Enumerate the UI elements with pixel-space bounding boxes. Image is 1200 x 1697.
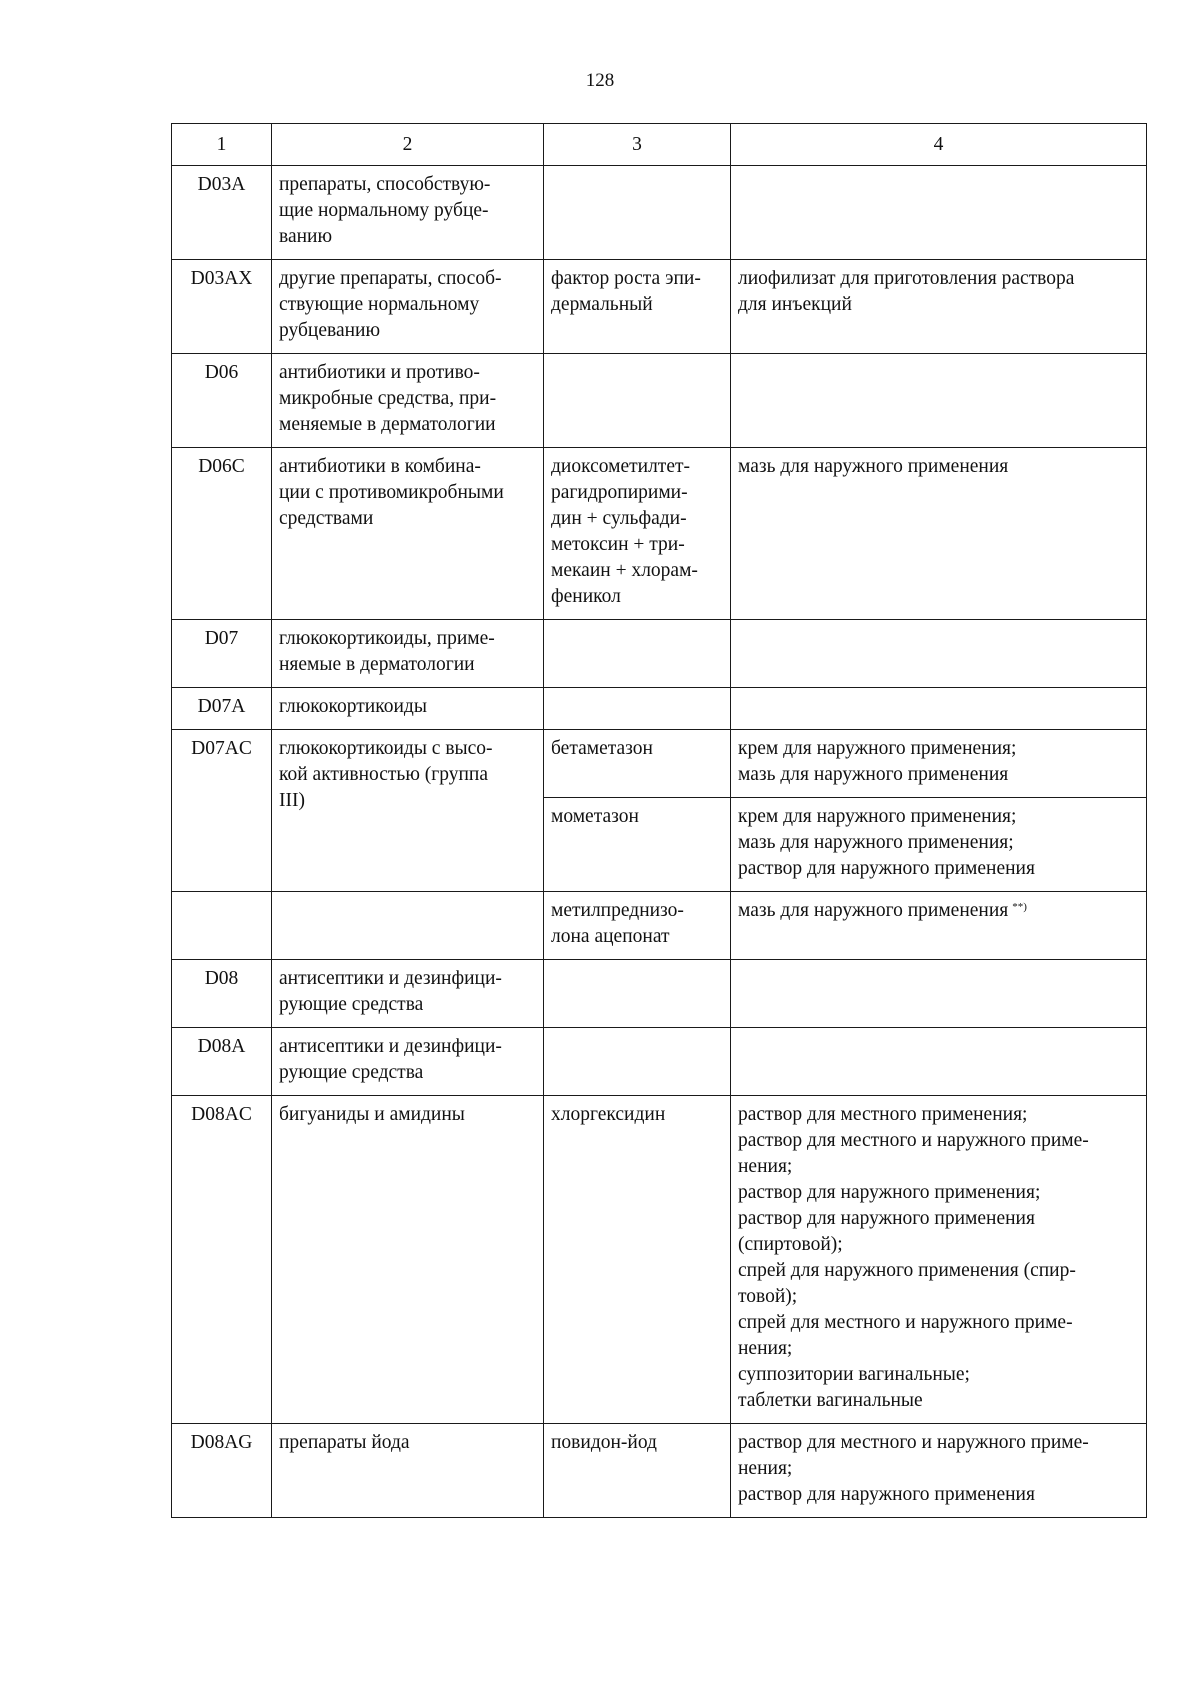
group-name-cell-line: няемые в дерматологии [279,654,475,675]
group-name-cell-line: препараты, способствую- [279,174,491,195]
dosage-forms-cell-line: спрей для местного и наружного приме- [738,1312,1073,1333]
table-row [172,166,1147,260]
drug-table [171,123,1147,1518]
atc-code-cell: D06C [172,448,272,620]
substance-cell-line: мекаин + хлорам- [551,560,698,581]
table-row [172,448,1147,620]
group-name-cell-line: бигуаниды и амидины [279,1104,465,1125]
substance-cell [544,448,731,620]
dosage-forms-cell-line: суппозитории вагинальные; [738,1364,970,1385]
substance-cell [544,260,731,354]
group-name-cell-line: ванию [279,226,333,247]
dosage-forms-cell-line: крем для наружного применения; [738,738,1017,759]
atc-code-cell: D07A [172,688,272,730]
group-name-cell [272,960,544,1028]
dosage-forms-cell-line [738,898,1139,924]
atc-code-cell [172,892,272,960]
dosage-form-text: мазь для наружного применения [738,900,1009,921]
atc-code-cell: D03AX [172,260,272,354]
dosage-forms-cell [731,960,1147,1028]
dosage-forms-cell [731,260,1147,354]
group-name-cell-line: антисептики и дезинфици- [279,1036,502,1057]
table-row [172,960,1147,1028]
table-header-row [172,124,1147,166]
table-row [172,1096,1147,1424]
group-name-cell [272,260,544,354]
group-name-cell [272,448,544,620]
table-row [172,1424,1147,1518]
group-name-cell-line: другие препараты, способ- [279,268,502,289]
footnote-marker: **) [1012,901,1027,913]
dosage-forms-cell-line: товой); [738,1286,798,1307]
substance-cell-line: метоксин + три- [551,534,685,555]
atc-code-cell: D07AC [172,730,272,892]
group-name-cell [272,688,544,730]
group-name-cell-line: III) [279,790,305,811]
dosage-forms-cell-line: мазь для наружного применения; [738,832,1014,853]
table-row [172,892,1147,960]
substance-cell-line: дин + сульфади- [551,508,687,529]
dosage-forms-cell-line: раствор для наружного применения [738,1484,1035,1505]
substance-cell-line: повидон-йод [551,1432,657,1453]
dosage-forms-cell [731,1096,1147,1424]
substance-cell-line: метилпреднизо- [551,900,684,921]
dosage-forms-cell-line: мазь для наружного применения [738,456,1009,477]
group-name-cell [272,354,544,448]
dosage-forms-cell-line: раствор для местного и наружного приме- [738,1130,1089,1151]
substance-cell-line: мометазон [551,806,639,827]
group-name-cell-line: рующие средства [279,1062,424,1083]
group-name-cell [272,620,544,688]
atc-code-cell: D06 [172,354,272,448]
group-name-cell-line: рующие средства [279,994,424,1015]
group-name-cell [272,1096,544,1424]
substance-cell-line: феникол [551,586,621,607]
substance-cell [544,620,731,688]
dosage-forms-cell-line: таблетки вагинальные [738,1390,923,1411]
group-name-cell-line: меняемые в дерматологии [279,414,496,435]
atc-code-cell: D08AC [172,1096,272,1424]
table-row [172,354,1147,448]
table-row [172,620,1147,688]
atc-code-cell: D07 [172,620,272,688]
group-name-cell-line: глюкокортикоиды [279,696,427,717]
table-row [172,1028,1147,1096]
substance-cell [544,730,731,798]
dosage-forms-cell-line: нения; [738,1338,793,1359]
atc-code-cell: D08A [172,1028,272,1096]
header-cell-substance: 3 [544,124,731,166]
group-name-cell-line: глюкокортикоиды, приме- [279,628,495,649]
group-name-cell [272,166,544,260]
group-name-cell-line: антибиотики в комбина- [279,456,481,477]
dosage-forms-cell [731,620,1147,688]
group-name-cell [272,892,544,960]
dosage-forms-cell [731,1028,1147,1096]
dosage-forms-cell-line: (спиртовой); [738,1234,843,1255]
dosage-forms-cell [731,1424,1147,1518]
group-name-cell-line: рубцеванию [279,320,381,341]
page-number: 128 [585,70,615,91]
header-cell-forms: 4 [731,124,1147,166]
dosage-forms-cell [731,448,1147,620]
substance-cell [544,1424,731,1518]
substance-cell-line: фактор роста эпи- [551,268,701,289]
group-name-cell-line: средствами [279,508,374,529]
dosage-forms-cell-line: нения; [738,1458,793,1479]
dosage-forms-cell [731,892,1147,960]
dosage-forms-cell-line: крем для наружного применения; [738,806,1017,827]
group-name-cell-line: антисептики и дезинфици- [279,968,502,989]
atc-code-cell: D03A [172,166,272,260]
group-name-cell-line: препараты йода [279,1432,410,1453]
dosage-forms-cell-line: нения; [738,1156,793,1177]
substance-cell [544,798,731,892]
substance-cell [544,688,731,730]
substance-cell-line: диоксометилтет- [551,456,691,477]
dosage-forms-cell [731,166,1147,260]
dosage-forms-cell-line: спрей для наружного применения (спир- [738,1260,1076,1281]
dosage-forms-cell [731,730,1147,798]
dosage-forms-cell-line: мазь для наружного применения [738,764,1009,785]
substance-cell [544,1096,731,1424]
group-name-cell [272,730,544,892]
substance-cell-line: бетаметазон [551,738,653,759]
atc-code-cell: D08 [172,960,272,1028]
dosage-forms-cell-line: раствор для местного и наружного приме- [738,1432,1089,1453]
dosage-forms-cell-line: для инъекций [738,294,852,315]
group-name-cell-line: кой активностью (группа [279,764,489,785]
substance-cell [544,960,731,1028]
dosage-forms-cell [731,354,1147,448]
table-row [172,688,1147,730]
atc-code-cell: D08AG [172,1424,272,1518]
dosage-forms-cell [731,688,1147,730]
dosage-forms-cell-line: раствор для наружного применения [738,1208,1035,1229]
dosage-forms-cell [731,798,1147,892]
group-name-cell-line: ствующие нормальному [279,294,480,315]
group-name-cell-line: глюкокортикоиды с высо- [279,738,493,759]
dosage-forms-cell-line: раствор для местного применения; [738,1104,1028,1125]
header-cell-code: 1 [172,124,272,166]
substance-cell [544,166,731,260]
substance-cell-line: хлоргексидин [551,1104,666,1125]
substance-cell [544,1028,731,1096]
group-name-cell-line: антибиотики и противо- [279,362,480,383]
substance-cell-line: рагидропирими- [551,482,688,503]
group-name-cell [272,1028,544,1096]
table-row [172,730,1147,798]
group-name-cell [272,1424,544,1518]
substance-cell-line: дермальный [551,294,653,315]
dosage-forms-cell-line: раствор для наружного применения [738,858,1035,879]
group-name-cell-line: микробные средства, при- [279,388,497,409]
table-row [172,260,1147,354]
substance-cell-line: лона ацепонат [551,926,670,947]
substance-cell [544,354,731,448]
group-name-cell-line: щие нормальному рубце- [279,200,489,221]
group-name-cell-line: ции с противомикробными [279,482,504,503]
substance-cell [544,892,731,960]
dosage-forms-cell-line: лиофилизат для приготовления раствора [738,268,1075,289]
dosage-forms-cell-line: раствор для наружного применения; [738,1182,1041,1203]
header-cell-group: 2 [272,124,544,166]
